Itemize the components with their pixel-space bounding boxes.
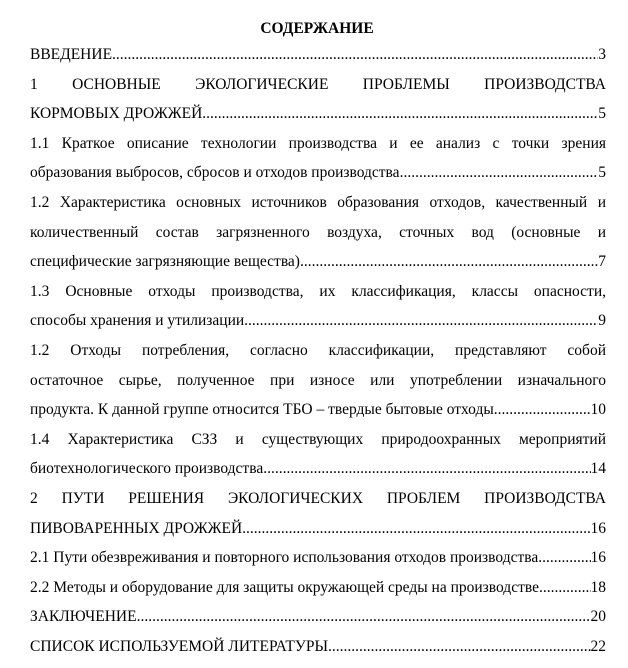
toc-entry-label-line: остаточное сырье, полученное при износе или употреблении изначального (30, 371, 606, 389)
dot-leader (202, 99, 598, 129)
toc-page-number: 5 (598, 164, 606, 182)
toc-page-number: 5 (598, 105, 606, 123)
toc-entry-label: ЗАКЛЮЧЕНИЕ (30, 608, 137, 626)
toc-entry-section-2[interactable] (30, 484, 606, 543)
toc-entry-section-2-2[interactable] (30, 573, 606, 603)
toc-page-number: 16 (590, 519, 606, 537)
toc-page-number: 10 (590, 401, 606, 419)
toc-entry-introduction[interactable] (30, 40, 606, 70)
toc-entry-label-line: 1.2 Характеристика основных источников образования отходов, качественный и (30, 193, 606, 211)
toc-page-number: 16 (590, 549, 606, 567)
dot-leader (542, 543, 590, 573)
dot-leader (242, 514, 590, 544)
toc-entry-label-line: КОРМОВЫХ ДРОЖЖЕЙ (30, 105, 203, 123)
dot-leader (300, 247, 598, 277)
toc-entry-label-line: 1.4 Характеристика СЗЗ и существующих природоохранных мероприятий (30, 430, 606, 448)
dot-leader (328, 632, 591, 662)
dot-leader (543, 573, 591, 603)
toc-entry-conclusion[interactable] (30, 602, 606, 632)
toc-entry-label-line: 1.3 Основные отходы производства, их классификация, классы опасности, (30, 282, 606, 300)
toc-entry-section-1-3[interactable] (30, 277, 606, 336)
toc-page-number: 9 (598, 312, 606, 330)
dot-leader (263, 454, 590, 484)
dot-leader (244, 306, 598, 336)
toc-entry-label-line: продукта. К данной группе относится ТБО – твердые бытовые отходы (30, 401, 494, 419)
toc-entry-label-line: образования выбросов, сбросов и отходов производства (30, 164, 400, 182)
toc-entry-label: 2.2 Методы и оборудование для защиты окружающей среды на производстве. (30, 578, 543, 596)
toc-entry-label-line: количественный состав загрязненного воздуха, сточных вод (основные и (30, 223, 606, 241)
toc-entry-section-1-1[interactable] (30, 129, 606, 188)
toc-entry-label: 2.1 Пути обезвреживания и повторного использования отходов производства. (30, 549, 543, 567)
toc-entry-section-1-2-consumption-waste[interactable] (30, 336, 606, 425)
page-title: СОДЕРЖАНИЕ (260, 20, 374, 37)
toc-page-number: 22 (590, 637, 606, 655)
toc-page-number: 18 (590, 578, 606, 596)
dot-leader (494, 395, 591, 425)
toc-entry-label-line: специфические загрязняющие вещества) (30, 253, 300, 271)
toc-entry-references[interactable] (30, 632, 606, 662)
toc-entry-section-1-4[interactable] (30, 425, 606, 484)
toc-page-number: 7 (598, 253, 606, 271)
dot-leader (137, 602, 591, 632)
toc-entry-section-1-2-sources[interactable] (30, 188, 606, 277)
toc-entry-section-1[interactable] (30, 70, 606, 129)
toc-entry-label: СПИСОК ИСПОЛЬЗУЕМОЙ ЛИТЕРАТУРЫ (30, 637, 328, 655)
toc-entry-section-2-1[interactable] (30, 543, 606, 573)
toc-entry-label-line: 1 ОСНОВНЫЕ ЭКОЛОГИЧЕСКИЕ ПРОБЛЕМЫ ПРОИЗВОДСТВА (30, 75, 606, 93)
toc-entry-label-line: биотехнологического производства (30, 460, 264, 478)
toc-page-number: 14 (590, 460, 606, 478)
dot-leader (112, 40, 598, 70)
toc-entry-label-line: 2 ПУТИ РЕШЕНИЯ ЭКОЛОГИЧЕСКИХ ПРОБЛЕМ ПРОИЗВОДСТВА (30, 489, 606, 507)
toc-entry-label-line: 1.2 Отходы потребления, согласно классификации, представляют собой (30, 341, 606, 359)
table-of-contents (30, 40, 606, 661)
toc-entry-label-line: способы хранения и утилизации (30, 312, 245, 330)
toc-page-number: 3 (598, 46, 606, 63)
toc-entry-label: ВВЕДЕНИЕ (30, 46, 113, 63)
toc-entry-label-line: ПИВОВАРЕННЫХ ДРОЖЖЕЙ (30, 519, 243, 537)
toc-entry-label-line: 1.1 Краткое описание технологии производства и ее анализ с точки зрения (30, 134, 606, 152)
toc-page-number: 20 (590, 608, 606, 626)
dot-leader (400, 158, 599, 188)
